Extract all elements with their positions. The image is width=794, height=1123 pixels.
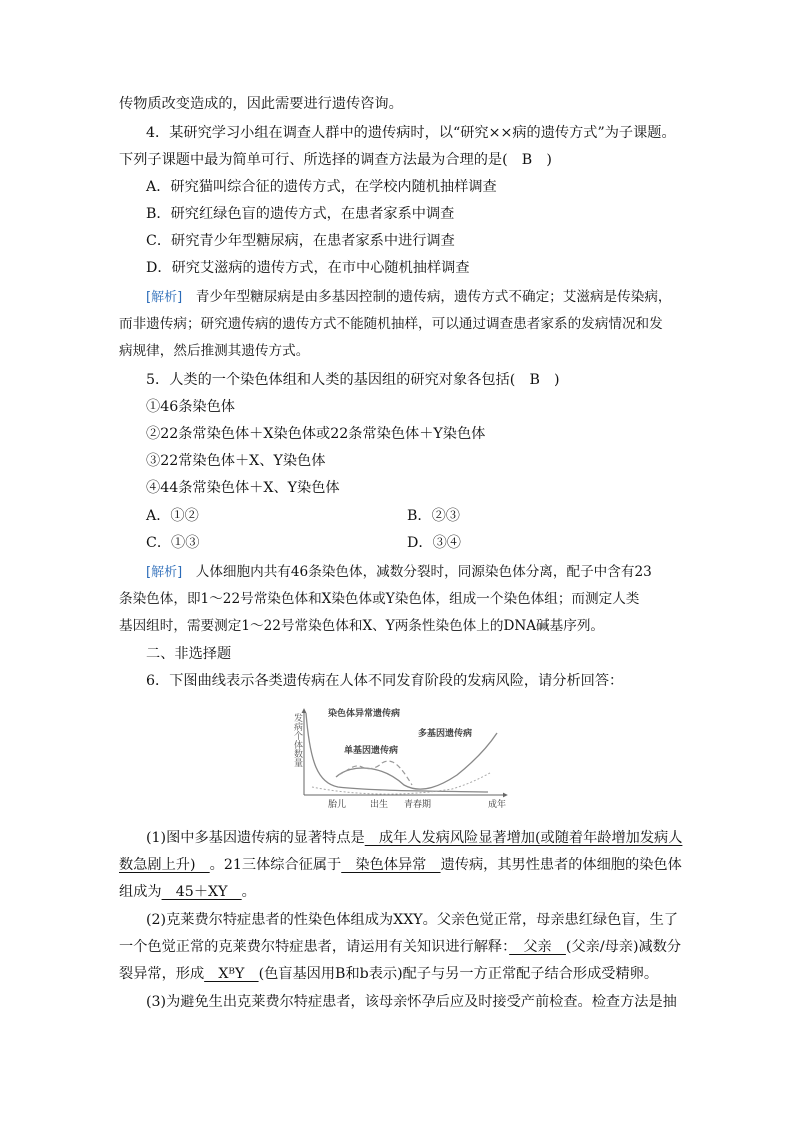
explanation-line: 基因组时，需要测定1～22号常染色体和X、Y两条性染色体上的DNA碱基序列。 (119, 618, 605, 634)
option-d: D．③④ (407, 535, 461, 551)
text-span: 遗传病，其男性患者的体细胞的染色体 (440, 857, 682, 873)
answer-2-line (119, 965, 658, 983)
curve-label-polygenic: 多基因遗传病 (418, 729, 473, 739)
text-span: 组成为 (119, 884, 162, 900)
option-c: C．①③ (146, 535, 200, 551)
text-span: 一个色觉正常的克莱费尔特症患者，请运用有关知识进行解释： (119, 939, 510, 955)
text-span: (色盲基因用B和b表示)配子与另一方正常配子结合形成受精卵。 (258, 966, 659, 982)
answer-1-line (146, 829, 682, 847)
x-tick-adult: 成年 (488, 800, 507, 810)
item-3: ③22常染色体＋X、Y染色体 (146, 453, 326, 469)
option-a: A．研究猫叫综合征的遗传方式，在学校内随机抽样调查 (146, 179, 497, 195)
question-6: 6．下图曲线表示各类遗传病在人体不同发育阶段的发病风险，请分析回答： (146, 673, 624, 689)
explanation-line: 而非遗传病；研究遗传病的遗传方式不能随机抽样，可以通过调查患者家系的发病情况和发 (119, 316, 663, 332)
text-span: (父亲/母亲)减数分 (565, 939, 682, 955)
item-4: ④44条常染色体＋X、Y染色体 (146, 480, 340, 496)
answer-3-line: (3)为避免生出克莱费尔特症患者，该母亲怀孕后应及时接受产前检查。检查方法是抽 (146, 994, 677, 1010)
answer-1-line (119, 856, 682, 874)
explanation-text: 人体细胞内共有46条染色体，减数分裂时，同源染色体分离，配子中含有23 (182, 564, 652, 580)
explanation-line (146, 563, 652, 582)
text-line: 传物质改变造成的，因此需要进行遗传咨询。 (119, 96, 403, 112)
explanation-tag: [解析] (146, 565, 183, 580)
single-gene-curve (338, 761, 412, 785)
answer-2-line (119, 938, 681, 956)
answer-blank: 数急剧上升) (119, 857, 210, 873)
explanation-text: 青少年型糖尿病是由多基因控制的遗传病，遗传方式不确定；艾滋病是传染病， (182, 289, 672, 305)
explanation-line (146, 288, 672, 307)
question-5: 5．人类的一个染色体组和人类的基因组的研究对象各包括( B ) (146, 372, 560, 388)
answer-2-line: (2)克莱费尔特症患者的性染色体组成为XXY。父亲色觉正常，母亲患红绿色盲，生了 (146, 912, 679, 928)
option-d: D．研究艾滋病的遗传方式，在市中心随机抽样调查 (146, 260, 470, 276)
curve-label-single-gene: 单基因遗传病 (344, 746, 399, 756)
option-a: A．①② (146, 508, 199, 524)
explanation-tag: [解析] (146, 290, 183, 305)
text-line: 下列子课题中最为简单可行、所选择的调查方法最为合理的是( B ) (119, 152, 552, 168)
text-span: 裂异常，形成 (119, 966, 205, 982)
question-4: 4．某研究学习小组在调查人群中的遗传病时，以“研究××病的遗传方式”为子课题。 (146, 125, 676, 141)
text-span: (1)图中多基因遗传病的显著特点是 (146, 830, 365, 846)
text-span: 。 (241, 884, 256, 900)
curve-label-chromosome: 染色体异常遗传病 (328, 709, 401, 719)
option-b: B．研究红绿色盲的遗传方式，在患者家系中调查 (146, 206, 455, 222)
answer-blank: 染色体异常 (341, 857, 441, 873)
option-c: C．研究青少年型糖尿病，在患者家系中进行调查 (146, 233, 455, 249)
y-axis-label: 发病个体数量 (294, 714, 304, 769)
explanation-line: 病规律，然后推测其遗传方式。 (119, 343, 310, 359)
answer-blank: 父亲 (509, 939, 566, 955)
x-tick-puberty: 青春期 (404, 800, 432, 810)
answer-blank: 45＋XY (161, 884, 242, 900)
answer-blank: 成年人发病风险显著增加(或随着年龄增加发病人 (364, 830, 683, 846)
option-b: B．②③ (407, 508, 460, 524)
risk-curve-figure (292, 703, 512, 811)
x-tick-fetus: 胎儿 (328, 800, 347, 810)
text-span: 。21三体综合征属于 (209, 857, 342, 873)
item-2: ②22条常染色体＋X染色体或22条常染色体＋Y染色体 (146, 426, 486, 442)
answer-1-line (119, 883, 256, 901)
item-1: ①46条染色体 (146, 399, 235, 415)
section-heading: 二、非选择题 (146, 646, 232, 662)
polygenic-curve (336, 733, 497, 789)
explanation-line: 条染色体，即1～22号常染色体和X染色体或Y染色体，组成一个染色体组；而测定人类 (119, 591, 640, 607)
answer-blank: XᴮY (204, 966, 259, 982)
x-tick-birth: 出生 (370, 800, 389, 810)
